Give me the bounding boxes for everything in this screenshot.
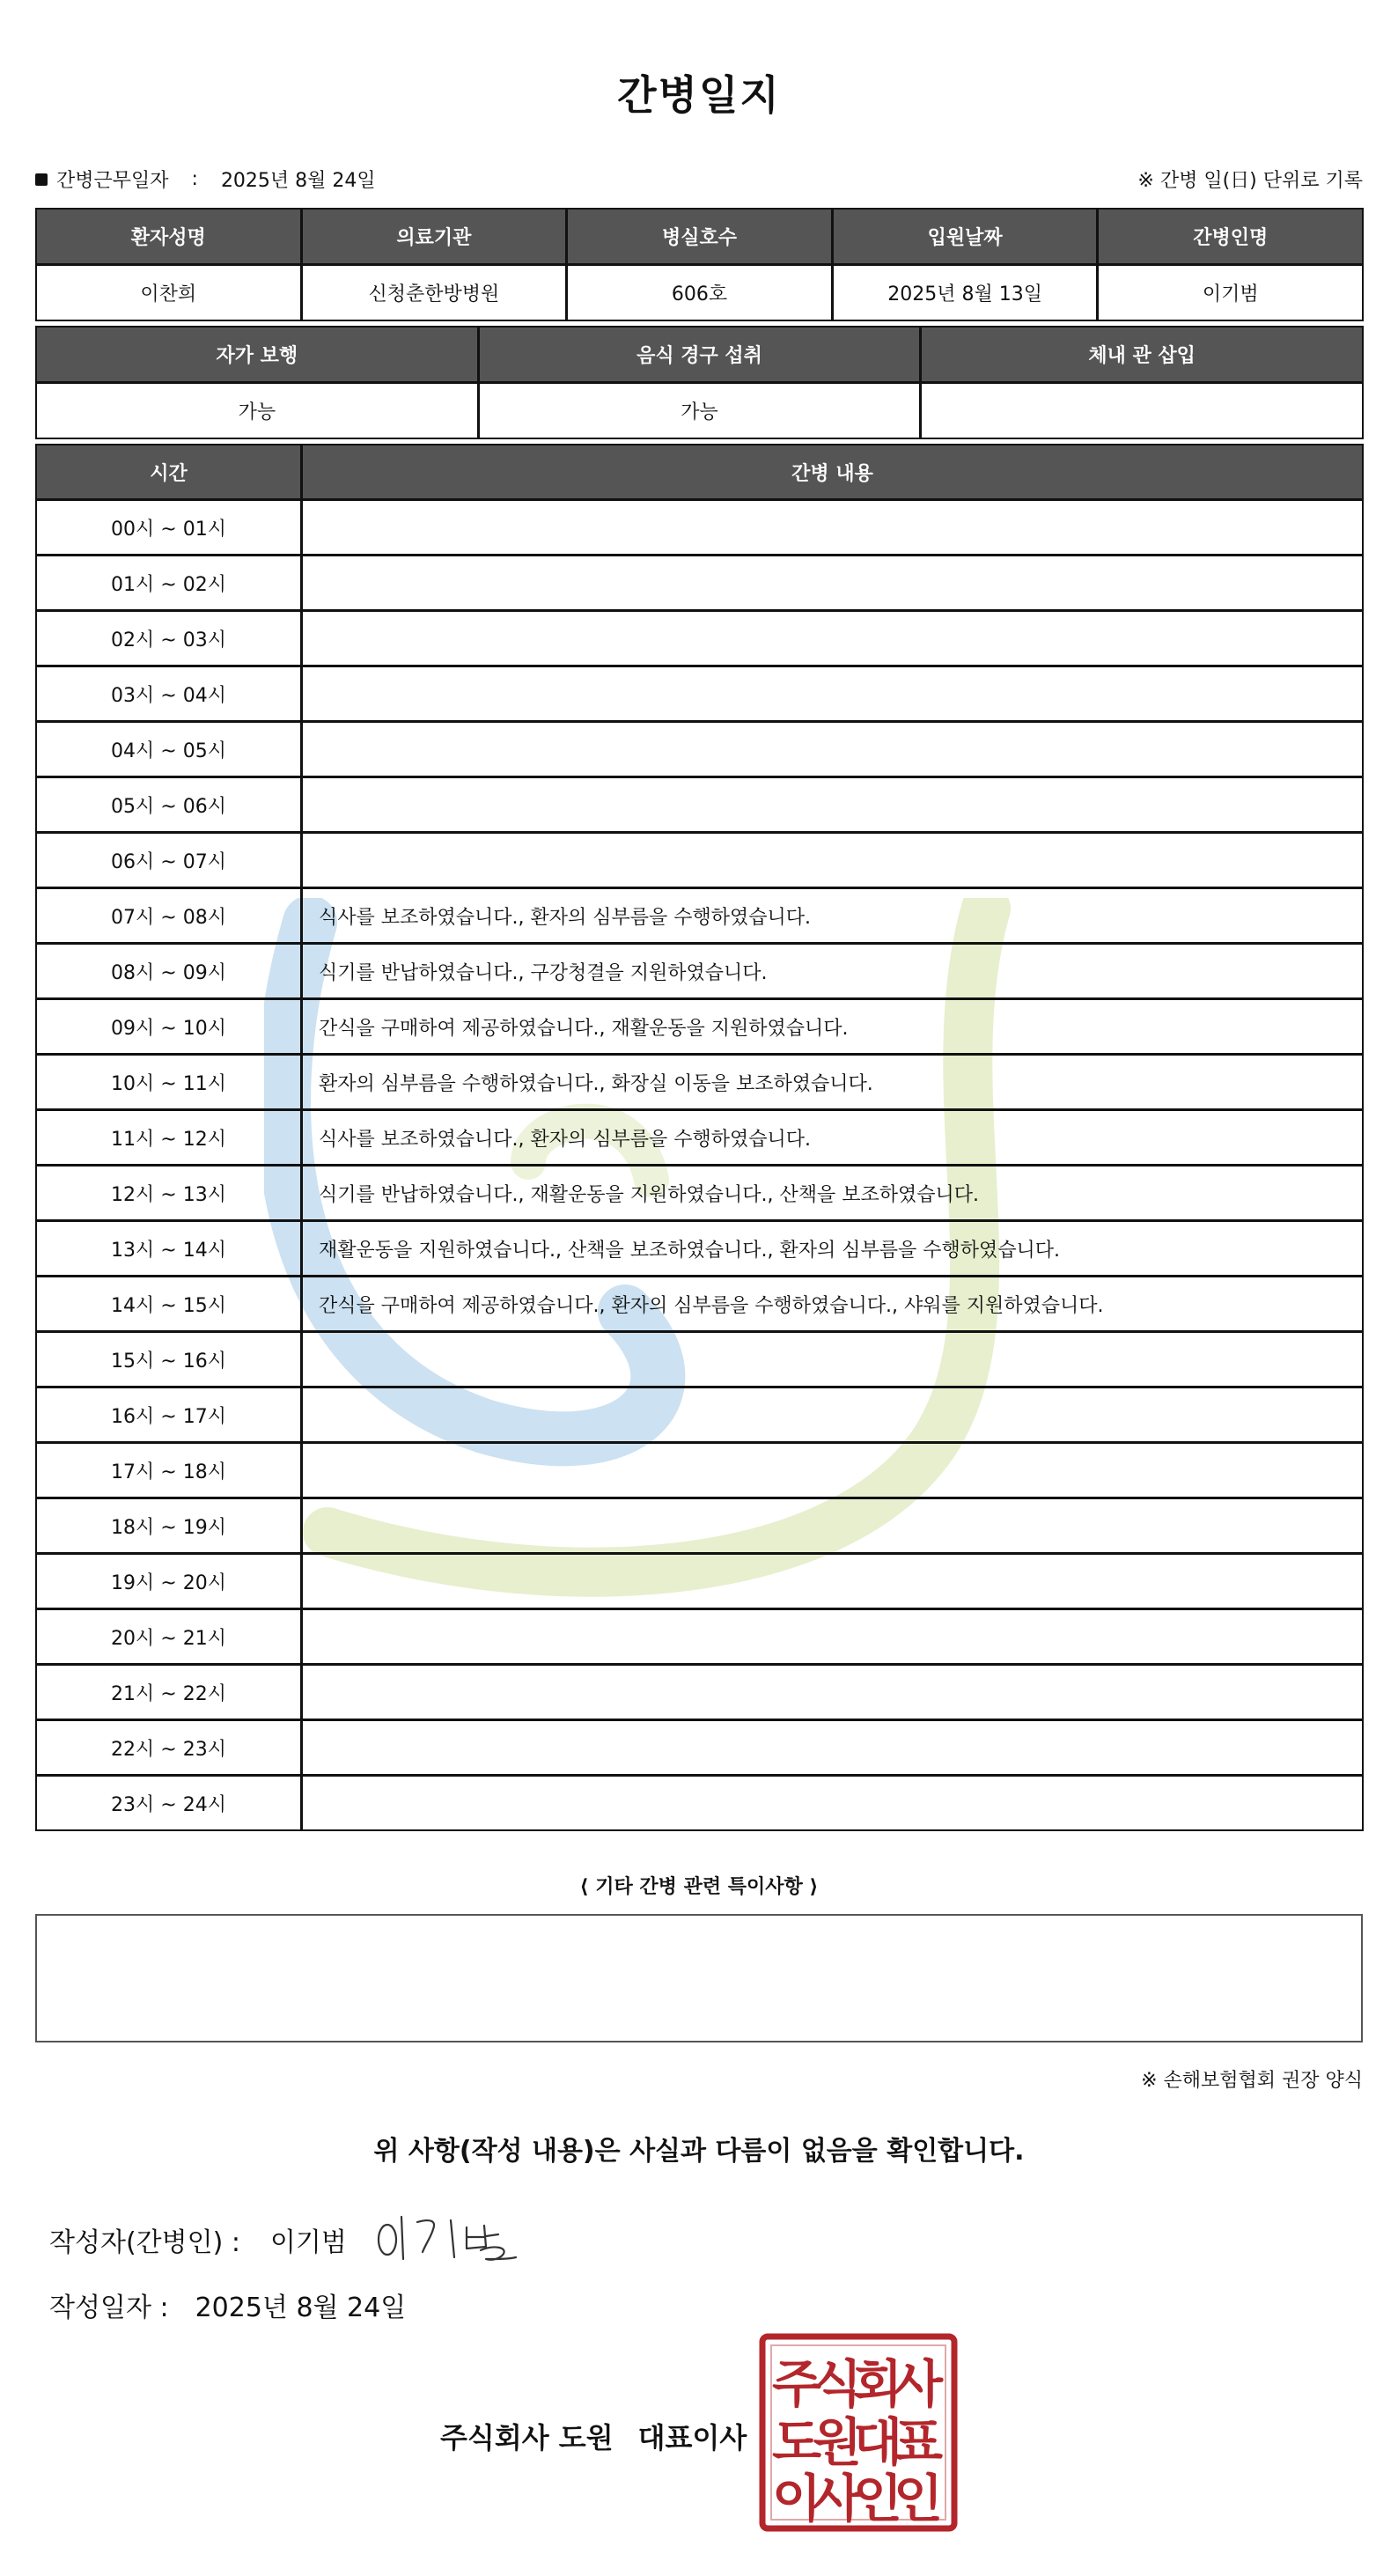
- care-log-time-cell: 05시 ~ 06시: [35, 776, 302, 833]
- header-caregiver-name: 간병인명: [1097, 208, 1364, 265]
- company-seal-stamp: [759, 2333, 958, 2532]
- care-log-time-cell: 02시 ~ 03시: [35, 610, 302, 666]
- written-date-value: 2025년 8월 24일: [195, 2293, 407, 2323]
- care-log-content-cell: [301, 1331, 1364, 1387]
- svg-text:인: 인: [852, 2469, 903, 2528]
- care-log-content-cell: [301, 776, 1364, 833]
- writer-label: 작성자(간병인) :: [49, 2227, 240, 2258]
- work-date-line: [35, 166, 376, 193]
- svg-text:식: 식: [812, 2354, 863, 2414]
- recommendation-note: ※ 손해보험협회 권장 양식: [1141, 2070, 1363, 2092]
- svg-text:도: 도: [771, 2412, 822, 2472]
- caregiver-name-cell: 이기범: [1097, 264, 1364, 321]
- care-log-time-cell: 22시 ~ 23시: [35, 1719, 302, 1776]
- header-oral-intake: 음식 경구 섭취: [478, 326, 922, 383]
- header-patient-name: 환자성명: [35, 208, 302, 265]
- square-bullet-icon: [35, 173, 48, 186]
- care-log-time-cell: 14시 ~ 15시: [35, 1276, 302, 1332]
- svg-text:사: 사: [893, 2354, 944, 2414]
- care-log-content-cell: [301, 666, 1364, 722]
- company-line: [440, 2416, 747, 2456]
- header-institution: 의료기관: [301, 208, 568, 265]
- care-log-content-cell: [301, 610, 1364, 666]
- document-title: 간병일지: [617, 71, 781, 119]
- care-log-time-cell: 11시 ~ 12시: [35, 1109, 302, 1166]
- svg-text:이: 이: [771, 2469, 822, 2528]
- work-date-separator: :: [191, 168, 198, 190]
- care-log-content-cell: [301, 1608, 1364, 1665]
- header-tube-insertion: 체내 관 삽입: [920, 326, 1364, 383]
- tube-insertion-cell: [920, 382, 1364, 439]
- care-log-time-cell: 20시 ~ 21시: [35, 1608, 302, 1665]
- care-log-time-cell: 00시 ~ 01시: [35, 499, 302, 556]
- svg-text:회: 회: [852, 2354, 903, 2414]
- care-log-time-cell: 18시 ~ 19시: [35, 1498, 302, 1554]
- care-log-time-cell: 01시 ~ 02시: [35, 555, 302, 611]
- care-log-content-cell: 환자의 심부름을 수행하였습니다., 화장실 이동을 보조하였습니다.: [301, 1054, 1364, 1110]
- care-log-content-cell: [301, 499, 1364, 556]
- care-log-content-cell: [301, 1775, 1364, 1831]
- care-log-time-cell: 16시 ~ 17시: [35, 1387, 302, 1443]
- written-date-label: 작성일자 :: [49, 2293, 169, 2323]
- handwritten-signature: [375, 2208, 525, 2266]
- written-date-line: [49, 2285, 406, 2324]
- care-log-time-cell: 10시 ~ 11시: [35, 1054, 302, 1110]
- care-log-content-cell: [301, 555, 1364, 611]
- care-log-table: [35, 444, 1363, 1830]
- care-log-content-cell: 재활운동을 지원하였습니다., 산책을 보조하였습니다., 환자의 심부름을 수행하였습니다.: [301, 1220, 1364, 1277]
- care-log-time-cell: 23시 ~ 24시: [35, 1775, 302, 1831]
- care-log-content-cell: [301, 1387, 1364, 1443]
- care-log-content-cell: 식기를 반납하였습니다., 재활운동을 지원하였습니다., 산책을 보조하였습니다.: [301, 1165, 1364, 1221]
- care-log-content-cell: 식기를 반납하였습니다., 구강청결을 지원하였습니다.: [301, 943, 1364, 999]
- svg-text:대: 대: [852, 2412, 903, 2472]
- care-log-content-cell: [301, 1442, 1364, 1498]
- svg-text:인: 인: [893, 2469, 944, 2528]
- work-date-label: 간병근무일자: [56, 170, 169, 192]
- work-date-value: 2025년 8월 24일: [220, 170, 376, 192]
- remarks-title: ⟨ 기타 간병 관련 특이사항 ⟩: [579, 1876, 819, 1898]
- self-walking-cell: 가능: [35, 382, 479, 439]
- care-log-content-cell: [301, 721, 1364, 777]
- oral-intake-cell: 가능: [478, 382, 922, 439]
- care-log-content-cell: 식사를 보조하였습니다., 환자의 심부름을 수행하였습니다.: [301, 887, 1364, 944]
- institution-cell: 신청춘한방병원: [301, 264, 568, 321]
- care-log-time-cell: 03시 ~ 04시: [35, 666, 302, 722]
- header-room-number: 병실호수: [566, 208, 833, 265]
- unit-note: ※ 간병 일(日) 단위로 기록: [1137, 170, 1363, 192]
- care-log-content-cell: 간식을 구매하여 제공하였습니다., 환자의 심부름을 수행하였습니다., 샤워를 지원하였습니다.: [301, 1276, 1364, 1332]
- care-log-time-cell: 04시 ~ 05시: [35, 721, 302, 777]
- writer-name: 이기범: [269, 2227, 347, 2258]
- care-log-content-cell: [301, 832, 1364, 888]
- header-time: 시간: [35, 444, 302, 500]
- care-log-time-cell: 06시 ~ 07시: [35, 832, 302, 888]
- care-log-content-cell: [301, 1664, 1364, 1720]
- care-log-content-cell: [301, 1719, 1364, 1776]
- patient-info-table: [35, 208, 1363, 320]
- svg-text:표: 표: [893, 2412, 944, 2472]
- care-log-time-cell: 12시 ~ 13시: [35, 1165, 302, 1221]
- care-log-content-cell: [301, 1498, 1364, 1554]
- care-log-time-cell: 09시 ~ 10시: [35, 998, 302, 1055]
- care-log-time-cell: 17시 ~ 18시: [35, 1442, 302, 1498]
- room-number-cell: 606호: [566, 264, 833, 321]
- patient-status-table: [35, 326, 1363, 438]
- company-name: 주식회사 도원: [440, 2421, 614, 2455]
- header-care-content: 간병 내용: [301, 444, 1364, 500]
- care-log-content-cell: 간식을 구매하여 제공하였습니다., 재활운동을 지원하였습니다.: [301, 998, 1364, 1055]
- care-log-time-cell: 13시 ~ 14시: [35, 1220, 302, 1277]
- care-log-time-cell: 07시 ~ 08시: [35, 887, 302, 944]
- care-log-content-cell: 식사를 보조하였습니다., 환자의 심부름을 수행하였습니다.: [301, 1109, 1364, 1166]
- svg-text:원: 원: [812, 2412, 863, 2472]
- writer-line: [49, 2220, 347, 2259]
- svg-text:주: 주: [771, 2354, 822, 2414]
- confirmation-statement: 위 사항(작성 내용)은 사실과 다름이 없음을 확인합니다.: [373, 2136, 1025, 2167]
- svg-text:사: 사: [812, 2469, 863, 2528]
- company-role: 대표이사: [637, 2421, 747, 2455]
- patient-name-cell: 이찬희: [35, 264, 302, 321]
- remarks-box: [35, 1914, 1363, 2042]
- header-self-walking: 자가 보행: [35, 326, 479, 383]
- care-log-time-cell: 19시 ~ 20시: [35, 1553, 302, 1609]
- admission-date-cell: 2025년 8월 13일: [832, 264, 1099, 321]
- care-log-time-cell: 08시 ~ 09시: [35, 943, 302, 999]
- header-admission-date: 입원날짜: [832, 208, 1099, 265]
- care-log-time-cell: 15시 ~ 16시: [35, 1331, 302, 1387]
- care-log-time-cell: 21시 ~ 22시: [35, 1664, 302, 1720]
- care-log-content-cell: [301, 1553, 1364, 1609]
